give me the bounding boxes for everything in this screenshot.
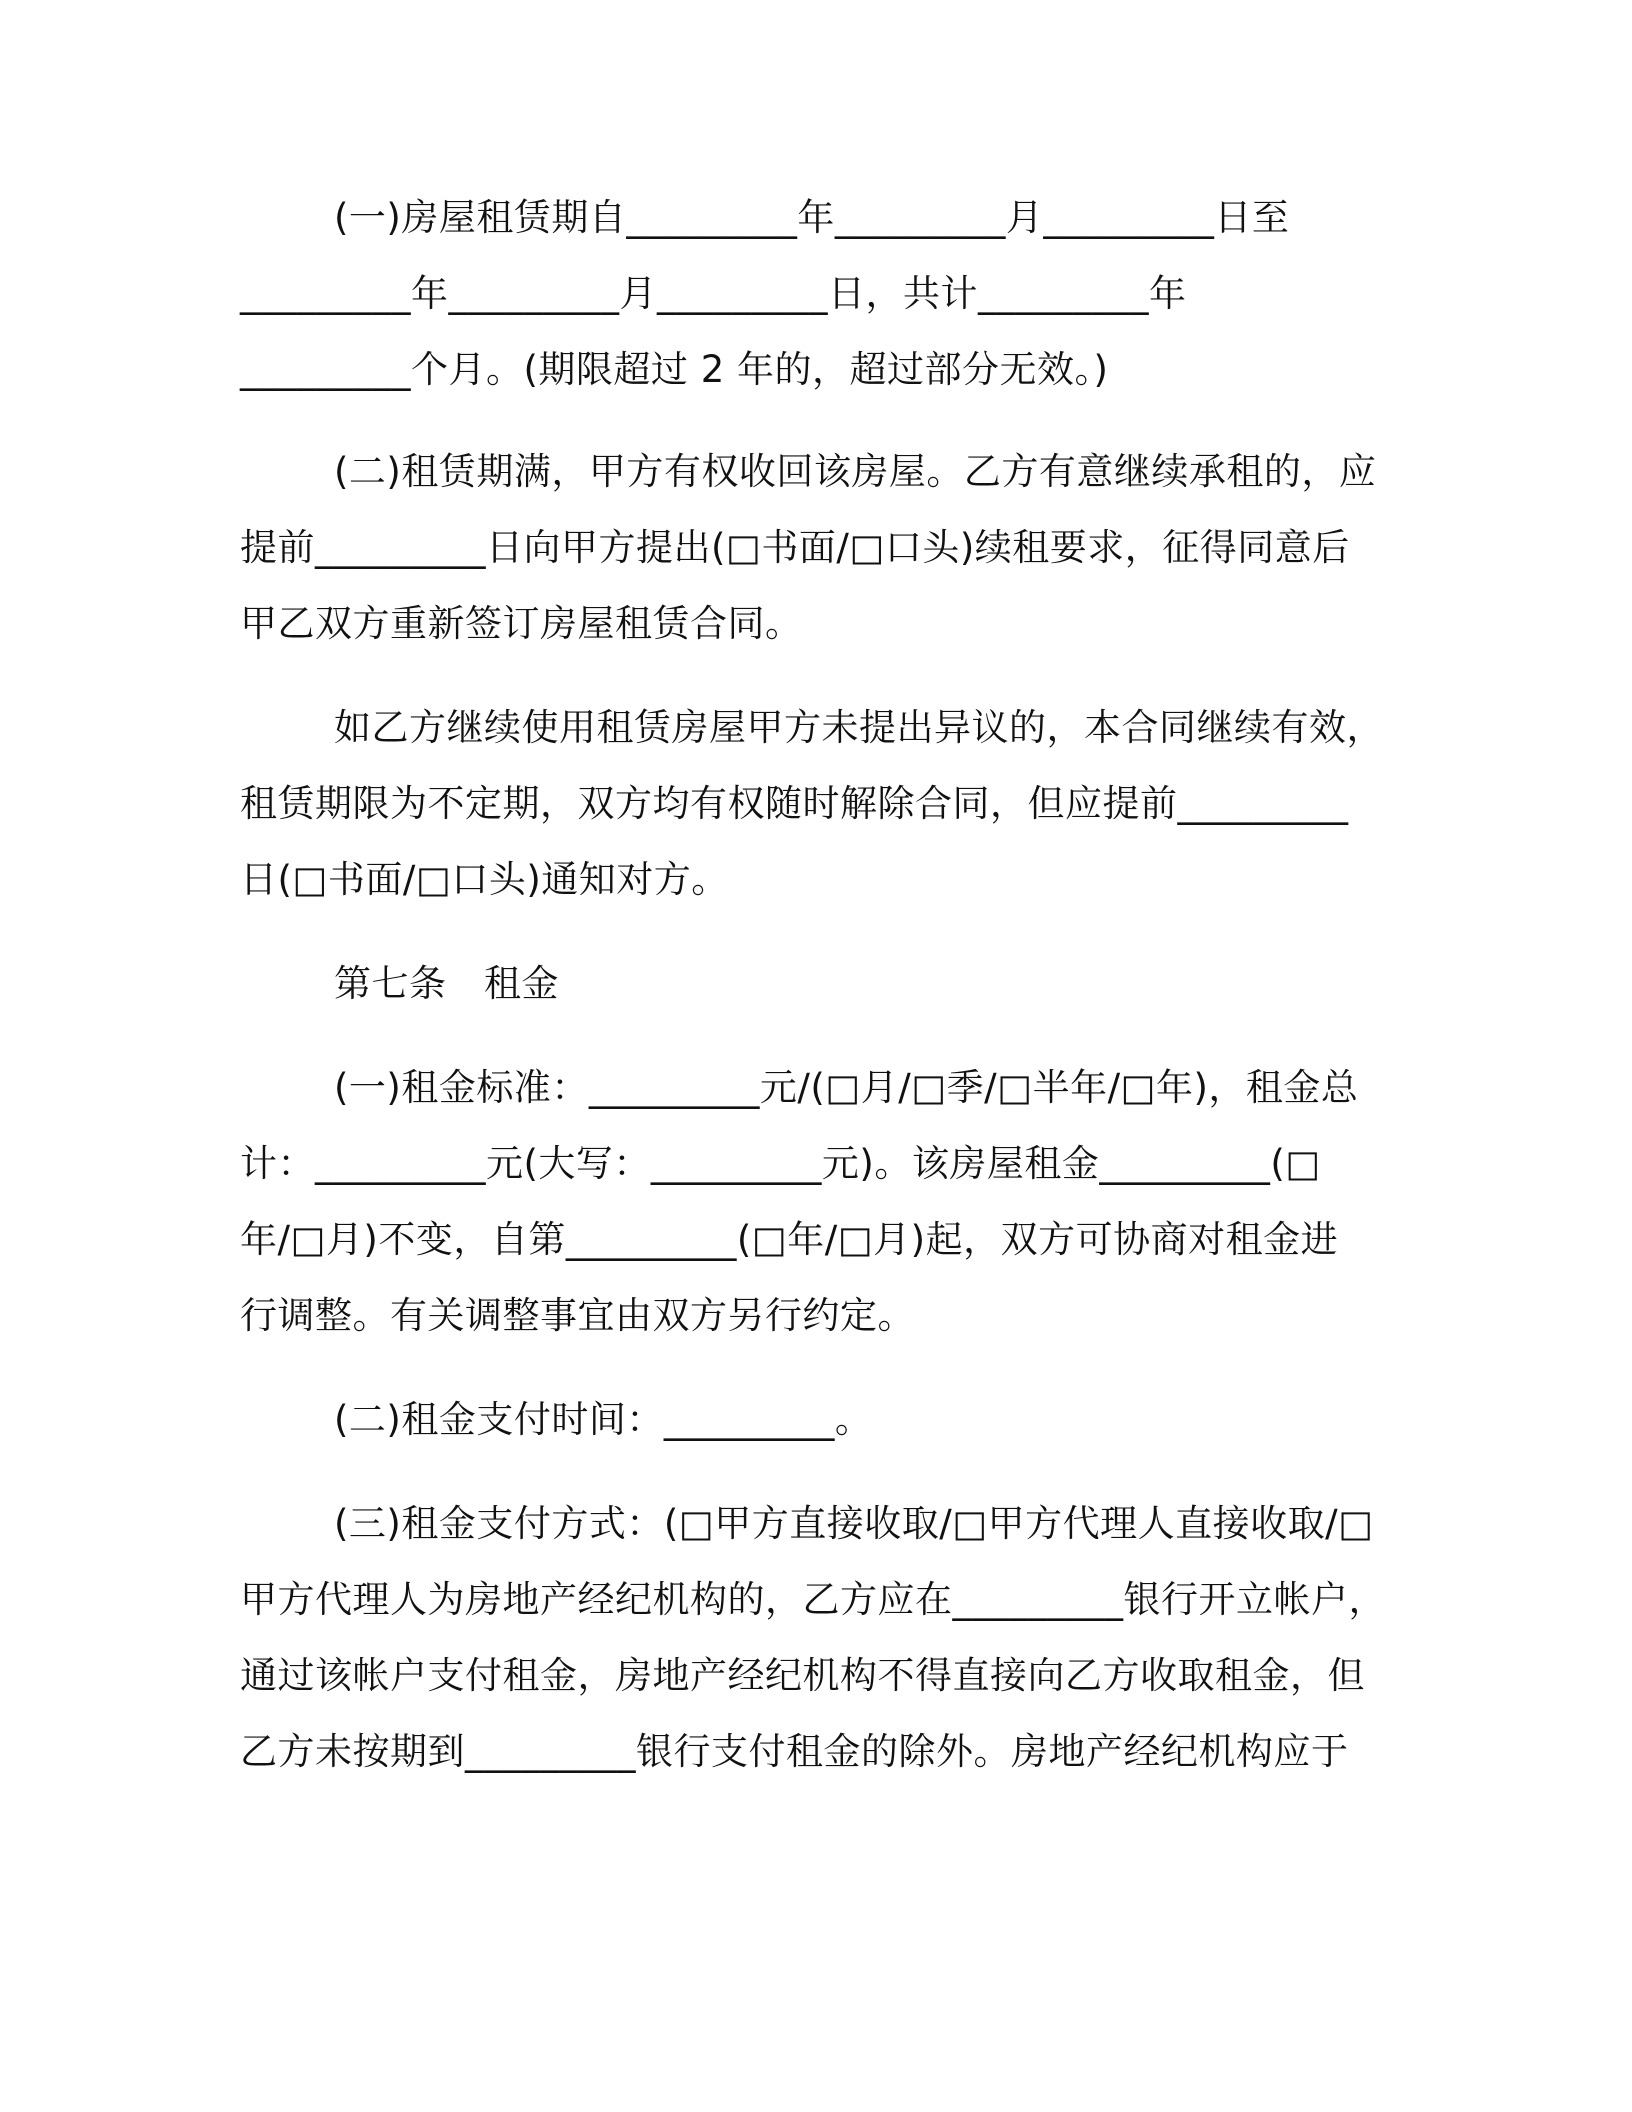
rent-standard-line-3: 年/□月)不变，自第_________(□年/□月)起，双方可协商对租金进: [240, 1218, 1339, 1261]
clause-2-line-2: 提前_________日向甲方提出(□书面/□口头)续租要求，征得同意后: [240, 526, 1350, 569]
article-7-heading: 第七条 租金: [334, 962, 559, 1005]
clause-1-line-1: (一)房屋租赁期自_________年_________月_________日至: [334, 196, 1290, 239]
rent-standard-line-2: 计：_________元(大写：_________元)。该房屋租金_________(□: [240, 1142, 1321, 1185]
rent-standard-line-1: (一)租金标准：_________元/(□月/□季/□半年/□年)，租金总: [334, 1066, 1359, 1109]
rent-payment-method-line-3: 通过该帐户支付租金，房地产经纪机构不得直接向乙方收取租金，但: [240, 1654, 1365, 1697]
clause-1-line-2: _________年_________月_________日，共计_________年: [240, 272, 1187, 315]
rent-payment-method-line-4: 乙方未按期到_________银行支付租金的除外。房地产经纪机构应于: [240, 1730, 1349, 1773]
rent-standard-line-4: 行调整。有关调整事宜由双方另行约定。: [240, 1294, 915, 1337]
rent-payment-method-line-2: 甲方代理人为房地产经纪机构的，乙方应在_________银行开立帐户，: [240, 1578, 1386, 1621]
rent-payment-method-line-1: (三)租金支付方式：(□甲方直接收取/□甲方代理人直接收取/□: [334, 1502, 1374, 1545]
clause-3-line-3: 日(□书面/□口头)通知对方。: [240, 858, 729, 901]
clause-2-line-3: 甲乙双方重新签订房屋租赁合同。: [240, 602, 803, 645]
rent-payment-time: (二)租金支付时间：_________。: [334, 1398, 873, 1441]
clause-1-line-3: _________个月。(期限超过 2 年的，超过部分无效。): [240, 348, 1109, 391]
clause-2-line-1: (二)租赁期满，甲方有权收回该房屋。乙方有意继续承租的，应: [334, 450, 1377, 493]
clause-3-line-2: 租赁期限为不定期，双方均有权随时解除合同，但应提前_________: [240, 782, 1349, 825]
clause-3-line-1: 如乙方继续使用租赁房屋甲方未提出异议的，本合同继续有效，: [334, 706, 1384, 749]
